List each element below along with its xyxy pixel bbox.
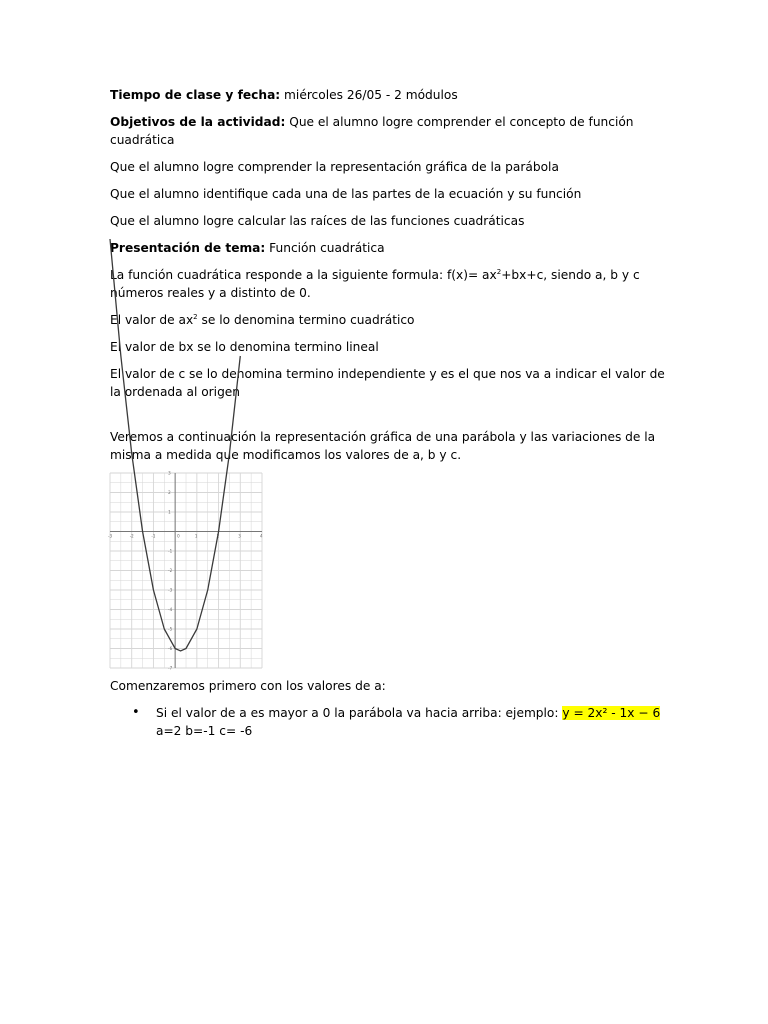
document-page — [110, 86, 670, 740]
formula-exponent: 2 — [496, 268, 502, 276]
x-tick-label: 0 — [177, 533, 180, 539]
quadratic-term-post: se lo denomina termino cuadrático — [197, 313, 415, 327]
quadratic-term-line — [110, 311, 670, 329]
coefficients-text: a=2 b=-1 c= -6 — [156, 724, 253, 738]
objectives-value: Que el alumno logre comprender el concepto de función cuadrática — [110, 115, 634, 147]
y-tick-label: -7 — [168, 665, 173, 671]
parabola-chart — [108, 470, 263, 671]
x-tick-label: 1 — [194, 533, 198, 539]
intro-graph-paragraph: Veremos a continuación la representación gráfica de una parábola y las variaciones de la misma a medida que modificamos los valores de a, b y c. — [110, 430, 656, 462]
x-tick-label: -1 — [151, 533, 156, 539]
x-tick-label: -2 — [129, 533, 134, 539]
y-tick-label: 3 — [168, 470, 171, 476]
y-tick-label: -2 — [168, 568, 173, 573]
y-tick-label: 2 — [168, 490, 171, 495]
formula-pre: La función cuadrática responde a la siguiente formula: f(x)= ax — [110, 268, 497, 282]
formula-post: +bx+c, siendo a, b y c números reales y a distinto de 0. — [110, 268, 640, 300]
class-time-label: Tiempo de clase y fecha: — [110, 88, 281, 102]
objectives-line — [110, 113, 670, 149]
topic-line — [110, 239, 670, 257]
linear-term-line: El valor de bx se lo denomina termino lineal — [110, 340, 379, 354]
bullet-item-a-positive — [110, 704, 670, 740]
independent-term-paragraph: El valor de c se lo denomina termino independiente y es el que nos va a indicar el valor de la ordenada al origen — [110, 367, 665, 399]
bullet-list — [110, 704, 670, 740]
y-tick-label: -5 — [168, 626, 173, 632]
bullet-dot: • — [132, 705, 140, 720]
y-tick-label: -6 — [168, 646, 173, 651]
x-tick-label: 2 — [216, 533, 220, 539]
y-tick-label: -3 — [168, 587, 173, 593]
objectives-label: Objetivos de la actividad: — [110, 115, 286, 129]
x-tick-label: 4 — [260, 533, 263, 539]
y-tick-label: 1 — [168, 509, 171, 515]
quadratic-term-exponent: 2 — [193, 313, 198, 321]
class-time-value: miércoles 26/05 - 2 módulos — [280, 88, 458, 102]
class-time-line — [110, 86, 670, 104]
formula-paragraph — [110, 266, 670, 302]
topic-value: Función cuadrática — [265, 241, 385, 255]
bullet-text: Si el valor de a es mayor a 0 la parábola va hacia arriba: ejemplo: — [156, 706, 563, 720]
x-tick-label: -3 — [108, 533, 112, 539]
highlighted-equation: y = 2x² - 1x − 6 — [562, 706, 661, 720]
start-a-values-line: Comenzaremos primero con los valores de a: — [110, 679, 386, 693]
topic-label: Presentación de tema: — [110, 241, 266, 255]
objective-4: Que el alumno logre calcular las raíces de las funciones cuadráticas — [110, 214, 525, 228]
objective-2: Que el alumno logre comprender la representación gráfica de la parábola — [110, 160, 559, 174]
quadratic-term-pre: El valor de ax — [110, 313, 194, 327]
y-tick-label: -1 — [168, 548, 173, 554]
objective-3: Que el alumno identifique cada una de las partes de la ecuación y su función — [110, 187, 582, 201]
y-tick-label: -4 — [168, 607, 173, 612]
x-tick-label: 3 — [238, 533, 241, 539]
